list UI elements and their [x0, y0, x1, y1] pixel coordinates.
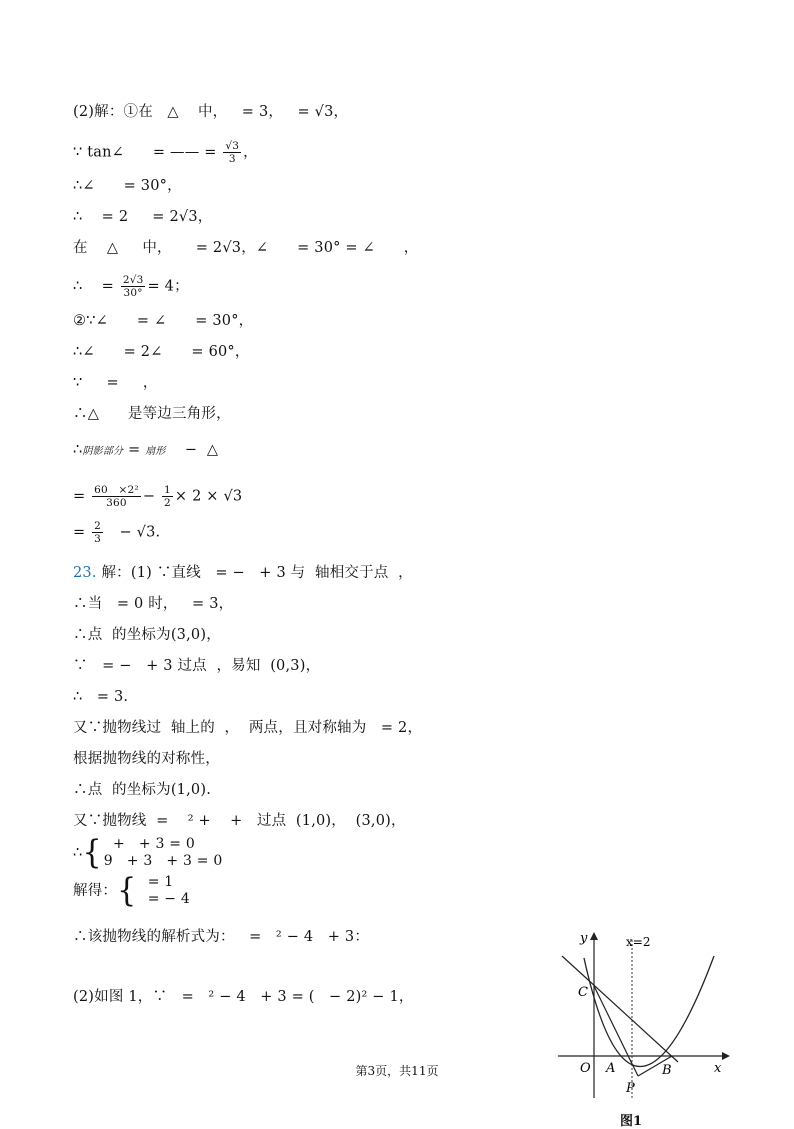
fraction-numerator: 2 — [94, 520, 102, 532]
solution-line-13 — [73, 520, 160, 545]
fraction — [121, 274, 146, 299]
solution-line-23 — [73, 833, 223, 872]
solution-line-3 — [73, 176, 182, 196]
line-text: (2)解：①在 △ 中， = 3， = √3， — [73, 104, 349, 120]
x-axis-arrow — [722, 1052, 730, 1060]
line-text: = — [73, 524, 91, 541]
line-text: ∴ = — [73, 278, 119, 295]
solution-line-16 — [73, 625, 221, 645]
line-text: ∴点 的坐标为(3,0)， — [73, 627, 221, 643]
solution-line-1 — [73, 102, 348, 122]
line-text: ∴该抛物线的解析式为： = ² − 4 + 3： — [73, 929, 370, 945]
solution-line-12 — [73, 484, 242, 509]
line-text: ∵ = ， — [73, 375, 158, 391]
parabola-curve — [584, 956, 714, 1067]
fraction — [223, 140, 241, 165]
line-text: 又∵抛物线 = ² + + 过点 (1,0)， (3,0)， — [73, 813, 406, 829]
question-number: 23. — [73, 565, 97, 581]
label-o: O — [580, 1061, 591, 1076]
system-equation: = 1 — [138, 874, 174, 890]
line-text: − √3. — [105, 524, 161, 541]
fraction-denominator: 3 — [228, 153, 236, 165]
brace-icon: { — [117, 871, 137, 910]
fraction — [162, 484, 173, 509]
line-text: 又∵抛物线过 轴上的 ， 两点，且对称轴为 = 2， — [73, 720, 423, 736]
fraction-numerator: 2√3 — [122, 274, 144, 286]
line-text: ∴ — [73, 845, 83, 861]
line-text: ∴点 的坐标为(1,0). — [73, 782, 212, 798]
line-text: ∴∠ = 2∠ = 60°， — [73, 344, 250, 360]
solution-line-22 — [73, 811, 406, 831]
fraction-numerator: √3 — [225, 140, 240, 152]
label-c: C — [578, 985, 588, 1000]
line-text: = — [73, 488, 91, 505]
solution-line-24 — [73, 871, 190, 910]
solution-line-5 — [73, 238, 418, 258]
figure-caption: 图1 — [620, 1114, 643, 1129]
fraction-denominator: 2 — [164, 497, 171, 509]
fraction-numerator: 1 — [164, 484, 171, 496]
line-text: (2)如图 1，∵ = ² − 4 + 3 = ( − 2)² − 1， — [73, 989, 414, 1005]
line-text: ∵ = − + 3 过点 ，易知 (0,3)， — [73, 658, 321, 674]
line-text: ∴当 = 0 时， = 3， — [73, 596, 234, 612]
line-text: ， — [243, 144, 258, 161]
solution-line-10 — [73, 404, 231, 424]
line-text: ∵ tan∠ = —— = — [73, 144, 222, 161]
line-text: = — [123, 442, 146, 458]
label-a: A — [606, 1061, 616, 1076]
line-text: ∴ — [73, 442, 83, 458]
solution-line-17 — [73, 656, 320, 676]
solution-line-15 — [73, 594, 233, 614]
line-text: ∴△ 是等边三角形， — [73, 406, 231, 422]
solution-line-8 — [73, 342, 250, 362]
line-text: ∴ = 2 = 2√3， — [73, 209, 213, 225]
solution-line-7 — [73, 311, 253, 331]
equation-system — [138, 874, 190, 908]
solution-line-6 — [73, 274, 189, 299]
solution-line-18 — [73, 687, 128, 707]
subscript-text: 扇形 — [145, 446, 166, 457]
subscript-text: 阴影部分 — [82, 446, 124, 457]
solution-line-9 — [73, 373, 158, 393]
label-p: P — [626, 1081, 635, 1096]
line-text: ∴∠ = 30°， — [73, 178, 182, 194]
solution-line-26 — [73, 987, 414, 1007]
solution-line-4 — [73, 207, 212, 227]
y-axis-arrow — [590, 932, 598, 940]
solution-line-25 — [73, 927, 369, 947]
fraction-denominator: 3 — [94, 533, 102, 545]
line-text: 在 △ 中， = 2√3，∠ = 30° = ∠ ， — [73, 240, 419, 256]
page-footer: 第3页，共11页 — [355, 1064, 439, 1078]
line-text: = 4； — [147, 278, 189, 295]
line-text: 解：(1) ∵直线 = − + 3 与 轴相交于点 ， — [96, 565, 413, 581]
solution-line-21 — [73, 780, 211, 800]
fraction-denominator: 30° — [123, 287, 143, 299]
label-y: y — [580, 931, 588, 946]
line-cb — [562, 956, 678, 1062]
solution-line-20 — [73, 749, 220, 769]
solution-line-19 — [73, 718, 422, 738]
line-cp — [594, 986, 638, 1076]
fraction — [92, 484, 141, 509]
solution-line-11 — [73, 440, 218, 462]
line-text: ∴ = 3. — [73, 689, 129, 705]
fraction — [92, 520, 103, 545]
system-equation: = − 4 — [138, 891, 190, 907]
line-text: − — [142, 488, 161, 505]
label-axis: x=2 — [626, 935, 651, 949]
line-text: 根据抛物线的对称性， — [73, 751, 220, 767]
line-text: 解得： — [73, 883, 118, 899]
line-text: ②∵∠ = ∠ = 30°， — [73, 313, 254, 329]
line-text: − △ — [165, 442, 219, 458]
brace-icon: { — [82, 833, 102, 872]
system-equation: + + 3 = 0 — [103, 836, 195, 852]
solution-line-2 — [73, 140, 258, 165]
figure-1 — [556, 926, 732, 1104]
parabola-diagram — [556, 926, 732, 1104]
label-b: B — [662, 1063, 672, 1078]
equation-system — [104, 836, 223, 870]
system-equation: 9 + 3 + 3 = 0 — [103, 853, 223, 869]
fraction-denominator: 360 — [106, 497, 127, 509]
solution-line-14 — [73, 563, 413, 583]
line-text: × 2 × √3 — [174, 488, 243, 505]
label-x: x — [714, 1061, 722, 1076]
fraction-numerator: 60 ×2² — [94, 484, 139, 496]
